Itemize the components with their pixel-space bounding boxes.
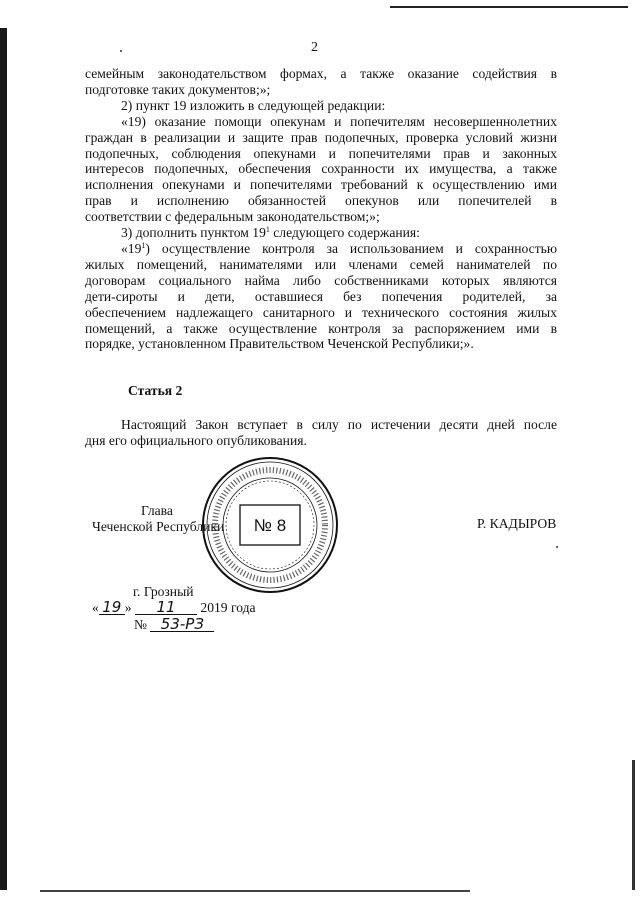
article-heading: Статья 2 <box>128 383 183 398</box>
enactment-line: дня его официального опубликования. <box>85 432 307 448</box>
seal-number: № 8 <box>253 516 287 535</box>
date-year: 2019 года <box>200 600 256 615</box>
body-line: исполнения опекунами и попечителями требований к осуществлению ими <box>85 177 557 193</box>
scan-speck <box>120 50 122 52</box>
law-number-line <box>134 617 214 633</box>
signatory-title: Глава <box>141 503 173 518</box>
body-line: жилых помещений, нанимателями или членами семей нанимателей по <box>85 256 557 272</box>
signatory-name: Р. КАДЫРОВ <box>477 516 557 531</box>
law-number: 53-РЗ <box>150 617 214 632</box>
superscript: 1 <box>141 240 146 250</box>
scan-edge-top <box>390 6 628 8</box>
quote-open: « <box>92 600 99 615</box>
body-line: «19) оказание помощи опекунам и попечителям несовершеннолетних <box>121 113 557 129</box>
city: г. Грозный <box>133 584 194 599</box>
date-month: 11 <box>135 600 197 615</box>
scan-speck <box>556 546 558 548</box>
date-day: 19 <box>99 600 125 615</box>
document-body <box>85 66 557 352</box>
quote-close: » <box>124 600 132 615</box>
body-line: подопечных, соблюдения опекунами и попечителями прав и законных <box>85 145 557 161</box>
body-text: «19 <box>121 240 142 256</box>
body-line: 2) пункт 19 изложить в следующей редакции: <box>121 97 386 113</box>
body-line: граждан в реализации и защите прав подопечных, проверка условий жизни <box>85 129 557 145</box>
superscript: 1 <box>265 225 270 235</box>
body-line: подготовке таких документов;»; <box>85 81 271 97</box>
body-line: договорам социального найма либо собственниками которых являются <box>85 272 557 288</box>
body-line: прав и исполнению обязанностей опекунов или попечителей в <box>85 193 557 209</box>
signatory-republic: Чеченской Республики <box>92 519 225 534</box>
body-line: порядке, установленном Правительством Чеченской Республики;». <box>85 336 474 352</box>
body-line: соответствии с федеральным законодательством;»; <box>85 209 380 225</box>
body-line <box>85 241 557 257</box>
body-line: интересов подопечных, обеспечения сохранности их имущества, а также <box>85 161 557 177</box>
enactment-line: Настоящий Закон вступает в силу по истечении десяти дней после <box>121 417 557 432</box>
body-text: 3) дополнить пунктом 19 <box>121 225 266 241</box>
page-number: 2 <box>311 40 318 55</box>
scan-edge-left <box>0 28 7 890</box>
signing-date <box>92 600 256 616</box>
body-line: помещений, а также осуществление контроля за распоряжением ими в <box>85 320 557 336</box>
number-label: № <box>134 617 147 632</box>
body-line <box>85 225 557 241</box>
body-text: следующего содержания: <box>269 225 420 241</box>
body-line: дети-сироты и дети, оставшиеся без попечения родителей, за <box>85 288 557 304</box>
scan-edge-bottom <box>40 890 470 892</box>
body-text: ) осуществление контроля за использованием и сохранностью <box>145 240 557 256</box>
enactment-clause <box>85 417 557 449</box>
body-line: семейным законодательством формах, а также оказание содействия в <box>85 66 557 81</box>
body-line: обеспечением надлежащего санитарного и технического состояния жилых <box>85 304 557 320</box>
scan-edge-right <box>632 760 635 890</box>
